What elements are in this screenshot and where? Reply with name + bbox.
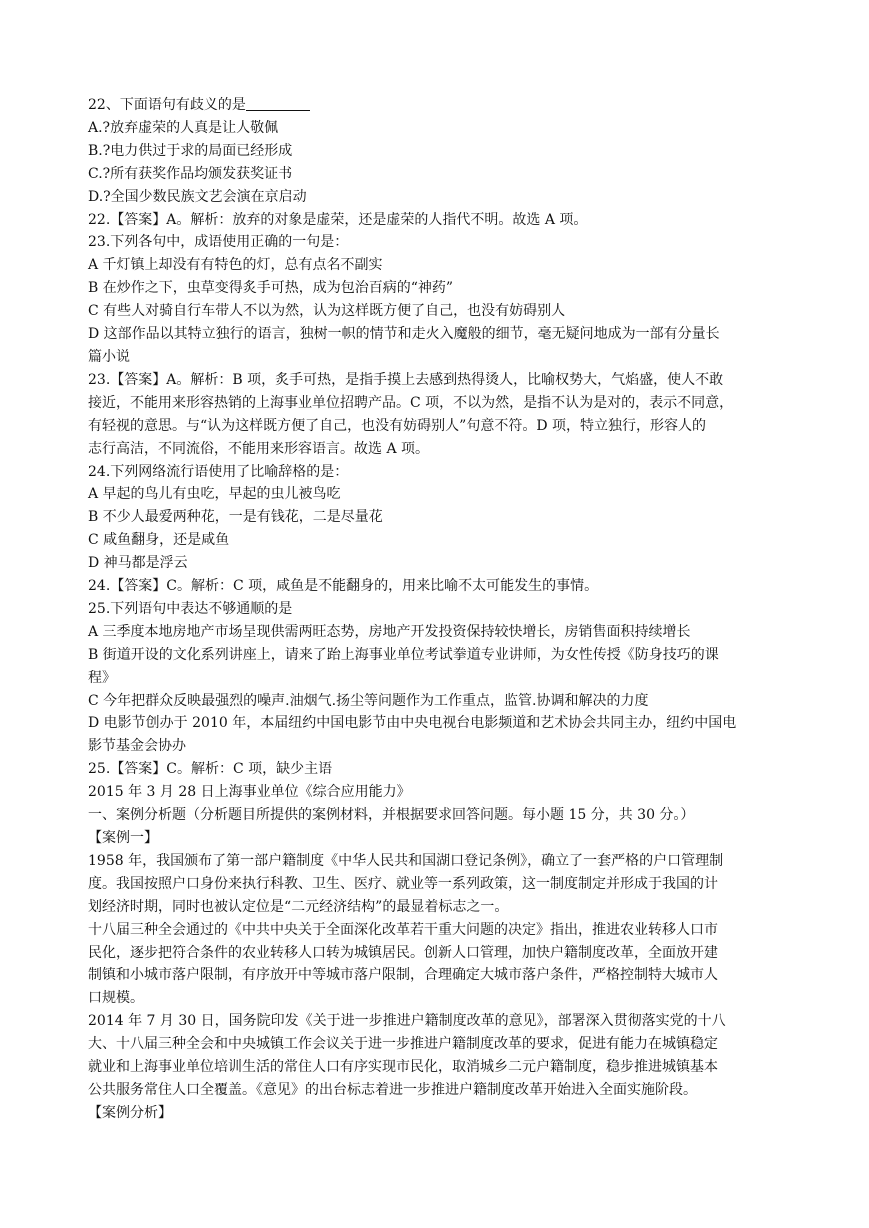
text-line: 一、案例分析题（分析题目所提供的案例材料，并根据要求回答问题。每小题 15 分，共 30 分。） — [88, 807, 695, 824]
text-line: 制镇和小城市落户限制，有序放开中等城市落户限制，合理确定大城市落户条件，严格控制特大城市人 — [88, 967, 718, 984]
text-line: A 三季度本地房地产市场呈现供需两旺态势，房地产开发投资保持较快增长，房销售面积持续增长 — [88, 623, 691, 640]
text-line: 影节基金会协办 — [88, 738, 186, 755]
text-line: C 今年把群众反映最强烈的噪声.油烟气.扬尘等问题作为工作重点，监管.协调和解决的力度 — [88, 692, 649, 709]
text-line: C 有些人对骑自行车带人不以为然，认为这样既方便了自己，也没有妨碍别人 — [88, 303, 566, 320]
text-line: 24.下列网络流行语使用了比喻辞格的是： — [88, 463, 349, 480]
text-line: 【案例分析】 — [88, 1104, 172, 1121]
text-line: 民化，逐步把符合条件的农业转移人口转为城镇居民。创新人口管理，加快户籍制度改革，全面放开建 — [88, 944, 718, 961]
text-line: 度。我国按照户口身份来执行科教、卫生、医疗、就业等一系列政策，这一制度制定并形成于我国的计 — [88, 875, 718, 892]
text-line: 【案例一】 — [88, 830, 158, 846]
text-line: A 千灯镇上却没有有特色的灯，总有点名不副实 — [88, 257, 383, 274]
text-line: 公共服务常住人口全覆盖。《意见》的出台标志着进一步推进户籍制度改革开始进入全面实施阶段。 — [88, 1081, 697, 1098]
text-line: 2015 年 3 月 28 日上海事业单位《综合应用能力》 — [88, 784, 411, 801]
text-line: 程》 — [88, 669, 116, 686]
text-line: 大、十八届三种全会和中央城镇工作会议关于进一步推进户籍制度改革的要求，促进有能力在城镇稳定 — [88, 1036, 718, 1053]
text-line: 2014 年 7 月 30 日，国务院印发《关于进一步推进户籍制度改革的意见》，部署深入贯彻落实党的十八 — [88, 1013, 726, 1030]
text-line: C.?所有获奖作品均颁发获奖证书 — [88, 165, 293, 182]
answer-blank — [246, 96, 310, 111]
text-line: C 咸鱼翻身，还是咸鱼 — [88, 532, 230, 549]
text-line: 篇小说 — [88, 348, 130, 365]
text-line: 24.【答案】C。解析：C 项，咸鱼是不能翻身的，用来比喻不太可能发生的事情。 — [88, 578, 599, 595]
text-line: 1958 年，我国颁布了第一部户籍制度《中华人民共和国湖口登记条例》，确立了一套严格的户口管理制 — [88, 852, 724, 869]
text-line: 接近，不能用来形容热销的上海事业单位招聘产品。C 项，不以为然，是指不认为是对的，表示不同意， — [88, 394, 734, 411]
document-page — [88, 94, 788, 1125]
text-line: B.?电力供过于求的局面已经形成 — [88, 142, 293, 159]
text-line: B 在炒作之下，虫草变得炙手可热，成为包治百病的“神药” — [88, 280, 454, 297]
text-line: D 电影节创办于 2010 年，本届纽约中国电影节由中央电视台电影频道和艺术协会共同主办，纽约中国电 — [88, 715, 737, 732]
text-line: D.?全国少数民族文艺会演在京启动 — [88, 188, 307, 205]
text-line: 23.下列各句中，成语使用正确的一句是： — [88, 234, 349, 251]
text-line: 有轻视的意思。与“认为这样既方便了自己，也没有妨碍别人”句意不符。D 项，特立独行，形容人的 — [88, 417, 706, 434]
text-line: B 街道开设的文化系列讲座上，请来了跆上海事业单位考试拳道专业讲师，为女性传授《防身技巧的课 — [88, 646, 719, 663]
text-line: 22.【答案】A。解析：放弃的对象是虚荣，还是虚荣的人指代不明。故选 A 项。 — [88, 211, 588, 228]
text-line: 划经济时期，同时也被认定位是“二元经济结构”的最显着标志之一。 — [88, 898, 509, 915]
text-line: 十八届三种全会通过的《中共中央关于全面深化改革若干重大问题的决定》指出，推进农业转移人口市 — [88, 921, 718, 938]
text-line: A 早起的鸟儿有虫吃，早起的虫儿被鸟吃 — [88, 486, 341, 503]
text-line: 23.【答案】A。解析：B 项，炙手可热，是指手摸上去感到热得烫人，比喻权势大，气焰盛，使人不敢 — [88, 371, 724, 388]
text-line: 就业和上海事业单位培训生活的常住人口有序实现市民化，取消城乡二元户籍制度，稳步推进城镇基本 — [88, 1059, 718, 1076]
text-line: 口规模。 — [88, 990, 144, 1007]
text-line: 25.下列语句中表达不够通顺的是 — [88, 600, 293, 617]
text-line: 志行高洁，不同流俗，不能用来形容语言。故选 A 项。 — [88, 440, 430, 457]
text-line: A.?放弃虚荣的人真是让人敬佩 — [88, 119, 279, 136]
text-line: 22、下面语句有歧义的是 — [88, 94, 788, 117]
text-line: D 神马都是浮云 — [88, 555, 188, 572]
text-line: B 不少人最爱两种花，一是有钱花，二是尽量花 — [88, 509, 383, 526]
text-line: D 这部作品以其特立独行的语言，独树一帜的情节和走火入魔般的细节，毫无疑问地成为一部有分量长 — [88, 326, 720, 343]
text-line: 25.【答案】C。解析：C 项，缺少主语 — [88, 761, 333, 778]
